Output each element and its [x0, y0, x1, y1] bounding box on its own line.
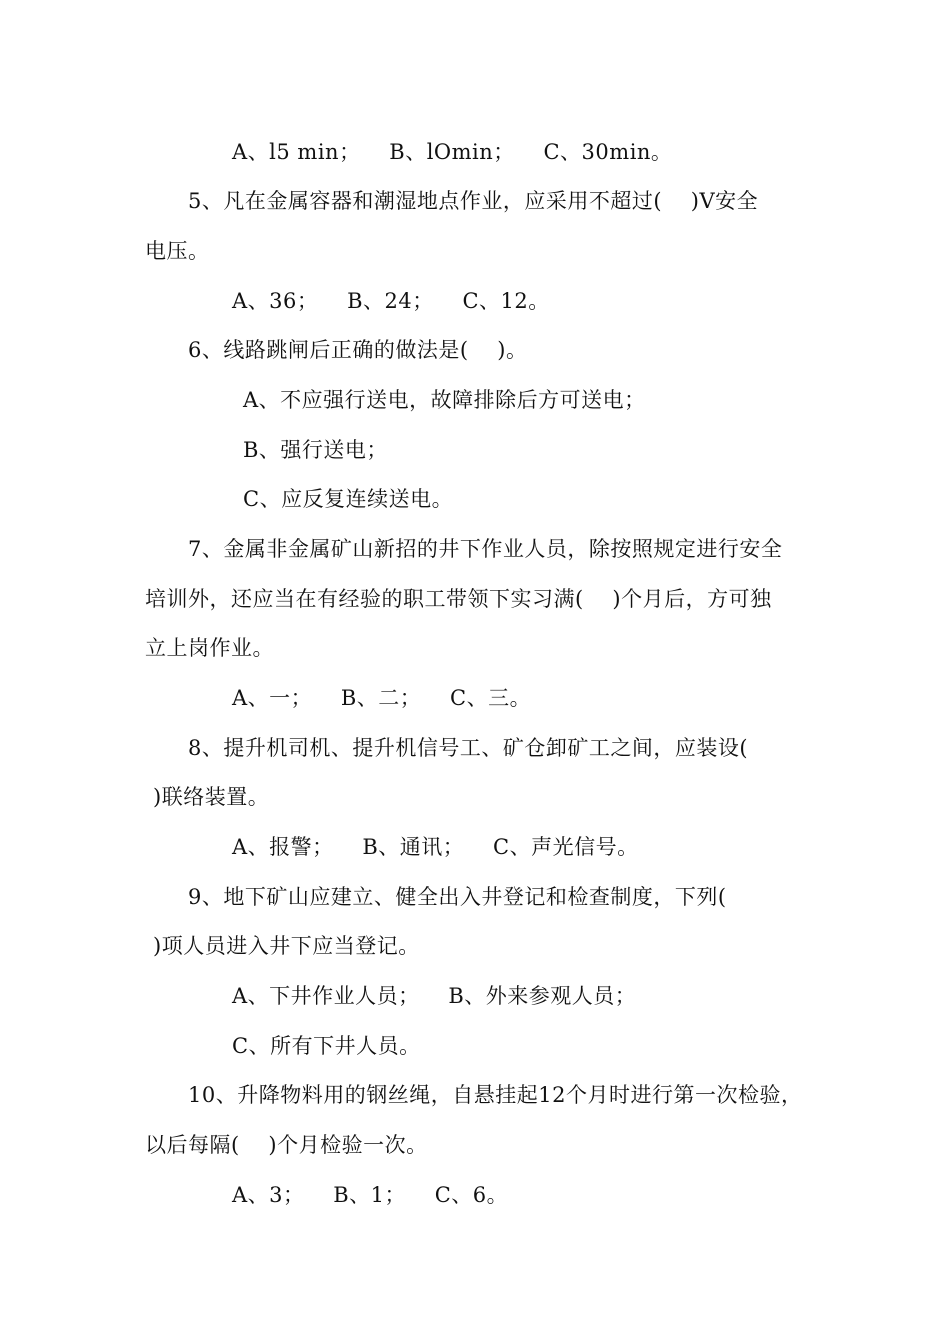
q7-options: A、一； B、二； C、三。 — [232, 686, 532, 710]
q9-text-line1: 9、地下矿山应建立、健全出入井登记和检查制度，下列( — [188, 885, 727, 909]
q7-text-line2: 培训外，还应当在有经验的职工带领下实习满( )个月后，方可独 — [145, 587, 772, 611]
q6-option-a: A、不应强行送电，故障排除后方可送电； — [243, 388, 646, 412]
q7-text-line3: 立上岗作业。 — [145, 636, 274, 660]
q8-text-line1: 8、提升机司机、提升机信号工、矿仓卸矿工之间，应装设( — [188, 736, 749, 760]
q5-text-line2: 电压。 — [145, 239, 210, 263]
q10-text-line1: 10、升降物料用的钢丝绳，自悬挂起12个月时进行第一次检验， — [188, 1083, 803, 1107]
q9-option-c: C、所有下井人员。 — [232, 1034, 421, 1058]
q6-text: 6、线路跳闸后正确的做法是( )。 — [188, 338, 528, 362]
q6-option-c: C、应反复连续送电。 — [243, 487, 454, 511]
q6-option-b: B、强行送电； — [243, 438, 388, 462]
q9-options-ab: A、下井作业人员； B、外来参观人员； — [232, 984, 637, 1008]
q5-text-line1: 5、凡在金属容器和潮湿地点作业，应采用不超过( )V安全 — [188, 189, 759, 213]
q8-text-line2: )联络装置。 — [153, 785, 270, 809]
q10-text-line2: 以后每隔( )个月检验一次。 — [145, 1133, 428, 1157]
q4-options: A、l5 min； B、lOmin； C、30min。 — [232, 140, 673, 164]
q10-options: A、3； B、1； C、6。 — [232, 1183, 509, 1207]
q7-text-line1: 7、金属非金属矿山新招的井下作业人员，除按照规定进行安全 — [188, 537, 783, 561]
q8-options: A、报警； B、通讯； C、声光信号。 — [232, 835, 639, 859]
q9-text-line2: )项人员进入井下应当登记。 — [153, 934, 420, 958]
q5-options: A、36； B、24； C、12。 — [232, 289, 550, 313]
